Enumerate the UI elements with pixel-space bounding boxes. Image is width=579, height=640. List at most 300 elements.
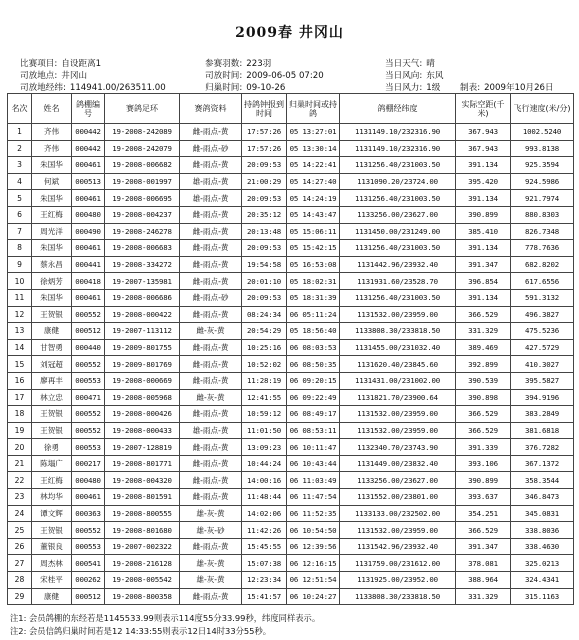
table-row: [8, 555, 574, 572]
clock-time-cell: 14:00:16: [242, 472, 287, 489]
arrival-time-cell: 05 14:27:40: [287, 173, 340, 190]
arrival-time-cell: 06 10:54:50: [287, 522, 340, 539]
column-header: 归巢时间或持鸽: [287, 94, 340, 124]
coords-cell: 1131256.40/231003.50: [340, 190, 456, 207]
name-cell: 林均华: [32, 489, 72, 506]
coords-cell: 1131455.00/231032.40: [340, 339, 456, 356]
bird-info-cell: 雌-雨点-黄: [180, 588, 242, 605]
rank-cell: 26: [8, 538, 32, 555]
loft-id-cell: 000442: [72, 140, 105, 157]
distance-cell: 390.898: [456, 389, 511, 406]
loft-id-cell: 000480: [72, 206, 105, 223]
rank-cell: 18: [8, 406, 32, 423]
distance-cell: 331.329: [456, 323, 511, 340]
rank-cell: 19: [8, 422, 32, 439]
loft-id-cell: 000512: [72, 588, 105, 605]
bird-info-cell: 雌-雨点-黄: [180, 372, 242, 389]
results-table: [7, 93, 574, 605]
bird-info-cell: 雄-灰-黄: [180, 572, 242, 589]
speed-cell: 346.8473: [511, 489, 574, 506]
arrival-time-cell: 05 18:31:39: [287, 289, 340, 306]
coords-cell: 1133256.00/23627.00: [340, 206, 456, 223]
ring-cell: 19-2007-113112: [105, 323, 180, 340]
meta-label: 司放时间:: [205, 71, 243, 81]
speed-cell: 496.3827: [511, 306, 574, 323]
ring-cell: 19-2008-004320: [105, 472, 180, 489]
ring-cell: 19-2008-006686: [105, 289, 180, 306]
table-row: [8, 323, 574, 340]
distance-cell: 391.339: [456, 439, 511, 456]
name-cell: 朱国华: [32, 240, 72, 257]
loft-id-cell: 000552: [72, 356, 105, 373]
table-row: [8, 223, 574, 240]
speed-cell: 324.4341: [511, 572, 574, 589]
table-row: [8, 472, 574, 489]
arrival-time-cell: 06 05:11:24: [287, 306, 340, 323]
loft-id-cell: 000541: [72, 555, 105, 572]
coords-cell: 1131532.00/23959.00: [340, 406, 456, 423]
speed-cell: 993.8138: [511, 140, 574, 157]
ring-cell: 19-2008-006682: [105, 157, 180, 174]
distance-cell: 393.106: [456, 455, 511, 472]
distance-cell: 390.539: [456, 372, 511, 389]
meta-label: 制表:: [460, 83, 481, 93]
arrival-time-cell: 05 14:43:47: [287, 206, 340, 223]
table-row: [8, 389, 574, 406]
column-header: 赛鸽资料: [180, 94, 242, 124]
loft-id-cell: 000217: [72, 455, 105, 472]
ring-cell: 19-2008-000422: [105, 306, 180, 323]
speed-cell: 826.7348: [511, 223, 574, 240]
clock-time-cell: 19:54:58: [242, 256, 287, 273]
coords-cell: 1131256.40/231003.50: [340, 240, 456, 257]
arrival-time-cell: 06 11:47:54: [287, 489, 340, 506]
distance-cell: 366.529: [456, 522, 511, 539]
arrival-time-cell: 05 13:30:14: [287, 140, 340, 157]
table-header-row: [8, 94, 574, 124]
meta-value: 114941.00/263511.00: [69, 83, 166, 93]
arrival-time-cell: 06 09:22:49: [287, 389, 340, 406]
loft-id-cell: 000552: [72, 306, 105, 323]
column-header: 鸽棚编号: [72, 94, 105, 124]
bird-info-cell: 雌-雨点-黄: [180, 223, 242, 240]
speed-cell: 1002.5240: [511, 124, 574, 141]
meta-release: [205, 70, 324, 82]
distance-cell: 366.529: [456, 406, 511, 423]
clock-time-cell: 20:09:53: [242, 190, 287, 207]
arrival-time-cell: 06 11:03:49: [287, 472, 340, 489]
page-title: 2009春 井冈山: [235, 25, 344, 41]
table-row: [8, 157, 574, 174]
table-row: [8, 455, 574, 472]
table-row: [8, 140, 574, 157]
name-cell: 王贺银: [32, 306, 72, 323]
coords-cell: 1132340.70/23743.90: [340, 439, 456, 456]
clock-time-cell: 11:42:26: [242, 522, 287, 539]
table-row: [8, 273, 574, 290]
clock-time-cell: 12:41:55: [242, 389, 287, 406]
distance-cell: 391.134: [456, 190, 511, 207]
distance-cell: 354.251: [456, 505, 511, 522]
loft-id-cell: 000461: [72, 157, 105, 174]
meta-value: 09-10-26: [246, 83, 286, 93]
speed-cell: 358.3544: [511, 472, 574, 489]
arrival-time-cell: 06 12:51:54: [287, 572, 340, 589]
ring-cell: 19-2008-001997: [105, 173, 180, 190]
meta-label: 参赛羽数:: [205, 59, 243, 69]
coords-cell: 1131620.40/23845.60: [340, 356, 456, 373]
name-cell: 宋桂平: [32, 572, 72, 589]
bird-info-cell: 雄-雨点-黄: [180, 190, 242, 207]
clock-time-cell: 17:57:26: [242, 140, 287, 157]
loft-id-cell: 000553: [72, 538, 105, 555]
name-cell: 林立忠: [32, 389, 72, 406]
name-cell: 朱国华: [32, 190, 72, 207]
speed-cell: 475.5236: [511, 323, 574, 340]
bird-info-cell: 雄-灰-黄: [180, 505, 242, 522]
bird-info-cell: 雌-雨点-黄: [180, 273, 242, 290]
ring-cell: 19-2008-801591: [105, 489, 180, 506]
coords-cell: 1131532.00/23959.00: [340, 422, 456, 439]
loft-id-cell: 000418: [72, 273, 105, 290]
speed-cell: 778.7636: [511, 240, 574, 257]
loft-id-cell: 000513: [72, 173, 105, 190]
meta-label: 司放地经纬:: [20, 83, 66, 93]
bird-info-cell: 雌-雨点-黄: [180, 406, 242, 423]
bird-info-cell: 雌-雨点-黄: [180, 538, 242, 555]
speed-cell: 394.9196: [511, 389, 574, 406]
table-body: [8, 124, 574, 605]
rank-cell: 28: [8, 572, 32, 589]
ring-cell: 19-2008-246278: [105, 223, 180, 240]
table-row: [8, 538, 574, 555]
name-cell: 谭文辉: [32, 505, 72, 522]
clock-time-cell: 13:09:23: [242, 439, 287, 456]
table-row: [8, 124, 574, 141]
meta-value: 自设距离1: [61, 59, 102, 69]
coords-cell: 1131542.96/23932.40: [340, 538, 456, 555]
rank-cell: 14: [8, 339, 32, 356]
coords-cell: 1131449.00/23832.40: [340, 455, 456, 472]
rank-cell: 1: [8, 124, 32, 141]
loft-id-cell: 000363: [72, 505, 105, 522]
coords-cell: 1131532.00/23959.00: [340, 306, 456, 323]
ring-cell: 19-2009-801755: [105, 339, 180, 356]
coords-cell: 1131149.10/232316.90: [340, 140, 456, 157]
rank-cell: 23: [8, 489, 32, 506]
distance-cell: 390.899: [456, 472, 511, 489]
coords-cell: 1133808.30/233818.50: [340, 323, 456, 340]
bird-info-cell: 雌-雨点-黄: [180, 472, 242, 489]
table-row: [8, 356, 574, 373]
arrival-time-cell: 05 18:02:31: [287, 273, 340, 290]
rank-cell: 24: [8, 505, 32, 522]
clock-time-cell: 11:48:44: [242, 489, 287, 506]
arrival-time-cell: 05 15:06:11: [287, 223, 340, 240]
coords-cell: 1131442.96/23932.40: [340, 256, 456, 273]
bird-info-cell: 雄-雨点-黄: [180, 173, 242, 190]
speed-cell: 410.3027: [511, 356, 574, 373]
loft-id-cell: 000553: [72, 439, 105, 456]
coords-cell: 1131552.00/23801.00: [340, 489, 456, 506]
clock-time-cell: 20:09:53: [242, 157, 287, 174]
table-row: [8, 522, 574, 539]
clock-time-cell: 08:24:34: [242, 306, 287, 323]
bird-info-cell: 雄-灰-砂: [180, 522, 242, 539]
distance-cell: 331.329: [456, 588, 511, 605]
meta-loft: [20, 70, 87, 82]
bird-info-cell: 雄-雨点-黄: [180, 422, 242, 439]
column-header: 赛鸽足环: [105, 94, 180, 124]
table-row: [8, 190, 574, 207]
clock-time-cell: 20:09:53: [242, 289, 287, 306]
meta-label: 归巢时间:: [205, 83, 243, 93]
name-cell: 王红梅: [32, 472, 72, 489]
distance-cell: 396.854: [456, 273, 511, 290]
column-header: 姓名: [32, 94, 72, 124]
coords-cell: 1133808.30/233818.50: [340, 588, 456, 605]
note-1: 注1: 会员鸽棚的东经若是1145533.99则表示114度55分33.99秒，纬度同样表示。: [10, 613, 321, 623]
distance-cell: 367.943: [456, 140, 511, 157]
speed-cell: 376.7282: [511, 439, 574, 456]
rank-cell: 11: [8, 289, 32, 306]
arrival-time-cell: 06 10:43:44: [287, 455, 340, 472]
clock-time-cell: 20:13:48: [242, 223, 287, 240]
speed-cell: 921.7974: [511, 190, 574, 207]
arrival-time-cell: 05 15:42:15: [287, 240, 340, 257]
clock-time-cell: 20:01:10: [242, 273, 287, 290]
loft-id-cell: 000490: [72, 223, 105, 240]
name-cell: 齐伟: [32, 124, 72, 141]
coords-cell: 1131450.00/231249.00: [340, 223, 456, 240]
coords-cell: 1131759.00/231612.00: [340, 555, 456, 572]
clock-time-cell: 20:54:29: [242, 323, 287, 340]
table-row: [8, 372, 574, 389]
distance-cell: 391.134: [456, 289, 511, 306]
clock-time-cell: 15:45:55: [242, 538, 287, 555]
meta-birds: [205, 58, 271, 70]
arrival-time-cell: 06 11:52:35: [287, 505, 340, 522]
loft-id-cell: 000441: [72, 256, 105, 273]
loft-id-cell: 000552: [72, 522, 105, 539]
bird-info-cell: 雌-雨点-黄: [180, 489, 242, 506]
coords-cell: 1131821.70/23900.64: [340, 389, 456, 406]
ring-cell: 19-2008-801680: [105, 522, 180, 539]
clock-time-cell: 10:25:16: [242, 339, 287, 356]
loft-id-cell: 000552: [72, 406, 105, 423]
meta-value: 井冈山: [61, 71, 88, 81]
column-header: 鸽棚经纬度: [340, 94, 456, 124]
ring-cell: 19-2008-000426: [105, 406, 180, 423]
arrival-time-cell: 05 13:27:01: [287, 124, 340, 141]
distance-cell: 390.899: [456, 206, 511, 223]
name-cell: 王红梅: [32, 206, 72, 223]
distance-cell: 385.410: [456, 223, 511, 240]
ring-cell: 19-2007-128819: [105, 439, 180, 456]
rank-cell: 9: [8, 256, 32, 273]
bird-info-cell: 雌-雨点-黄: [180, 455, 242, 472]
name-cell: 周杰林: [32, 555, 72, 572]
name-cell: 康健: [32, 323, 72, 340]
name-cell: 朱国华: [32, 289, 72, 306]
loft-id-cell: 000553: [72, 372, 105, 389]
clock-time-cell: 21:00:29: [242, 173, 287, 190]
table-row: [8, 489, 574, 506]
speed-cell: 367.1372: [511, 455, 574, 472]
clock-time-cell: 11:28:19: [242, 372, 287, 389]
name-cell: 何斌: [32, 173, 72, 190]
arrival-time-cell: 05 18:56:40: [287, 323, 340, 340]
loft-id-cell: 000471: [72, 389, 105, 406]
clock-time-cell: 17:57:26: [242, 124, 287, 141]
ring-cell: 19-2008-005542: [105, 572, 180, 589]
name-cell: 甘智勇: [32, 339, 72, 356]
bird-info-cell: 雌-雨点-黄: [180, 157, 242, 174]
clock-time-cell: 10:52:02: [242, 356, 287, 373]
ring-cell: 19-2008-000669: [105, 372, 180, 389]
speed-cell: 427.5729: [511, 339, 574, 356]
speed-cell: 925.3594: [511, 157, 574, 174]
bird-info-cell: 雌-雨点-黄: [180, 240, 242, 257]
rank-cell: 21: [8, 455, 32, 472]
bird-info-cell: 雌-灰-黄: [180, 389, 242, 406]
meta-value: 223羽: [246, 59, 272, 69]
clock-time-cell: 12:23:34: [242, 572, 287, 589]
speed-cell: 682.8202: [511, 256, 574, 273]
arrival-time-cell: 06 10:24:27: [287, 588, 340, 605]
meta-label: 当日风向:: [385, 71, 423, 81]
arrival-time-cell: 06 10:11:47: [287, 439, 340, 456]
speed-cell: 345.0831: [511, 505, 574, 522]
meta-label: 当日风力:: [385, 83, 423, 93]
table-row: [8, 256, 574, 273]
distance-cell: 389.469: [456, 339, 511, 356]
table-row: [8, 306, 574, 323]
coords-cell: 1131090.20/23724.00: [340, 173, 456, 190]
bird-info-cell: 雌-雨点-黄: [180, 356, 242, 373]
speed-cell: 338.4630: [511, 538, 574, 555]
column-header: 飞行速度(米/分): [511, 94, 574, 124]
distance-cell: 391.347: [456, 256, 511, 273]
arrival-time-cell: 06 08:03:53: [287, 339, 340, 356]
name-cell: 王贺银: [32, 406, 72, 423]
loft-id-cell: 000461: [72, 240, 105, 257]
loft-id-cell: 000461: [72, 489, 105, 506]
table-row: [8, 406, 574, 423]
clock-time-cell: 20:09:53: [242, 240, 287, 257]
loft-id-cell: 000552: [72, 422, 105, 439]
speed-cell: 325.0213: [511, 555, 574, 572]
distance-cell: 388.964: [456, 572, 511, 589]
speed-cell: 381.6818: [511, 422, 574, 439]
table-row: [8, 439, 574, 456]
speed-cell: 338.8036: [511, 522, 574, 539]
meta-value: 1级: [426, 83, 441, 93]
distance-cell: 366.529: [456, 306, 511, 323]
name-cell: 蔡永昌: [32, 256, 72, 273]
meta-value: 晴: [426, 59, 435, 69]
name-cell: 徐炳芳: [32, 273, 72, 290]
column-header: 持鸽钟报到时间: [242, 94, 287, 124]
clock-time-cell: 14:02:06: [242, 505, 287, 522]
rank-cell: 5: [8, 190, 32, 207]
rank-cell: 4: [8, 173, 32, 190]
distance-cell: 392.899: [456, 356, 511, 373]
bird-info-cell: 雌-雨点-黄: [180, 256, 242, 273]
rank-cell: 10: [8, 273, 32, 290]
ring-cell: 19-2008-006695: [105, 190, 180, 207]
coords-cell: 1131931.60/23528.70: [340, 273, 456, 290]
rank-cell: 12: [8, 306, 32, 323]
arrival-time-cell: 06 12:39:56: [287, 538, 340, 555]
loft-id-cell: 000512: [72, 323, 105, 340]
speed-cell: 617.6556: [511, 273, 574, 290]
clock-time-cell: 15:07:38: [242, 555, 287, 572]
ring-cell: 19-2008-800358: [105, 588, 180, 605]
ring-cell: 19-2008-004237: [105, 206, 180, 223]
rank-cell: 27: [8, 555, 32, 572]
clock-time-cell: 20:35:12: [242, 206, 287, 223]
ring-cell: 19-2008-000433: [105, 422, 180, 439]
table-row: [8, 572, 574, 589]
rank-cell: 22: [8, 472, 32, 489]
meta-value: 东风: [426, 71, 444, 81]
meta-label: 司放地点:: [20, 71, 58, 81]
rank-cell: 8: [8, 240, 32, 257]
table-row: [8, 339, 574, 356]
name-cell: 齐伟: [32, 140, 72, 157]
distance-cell: 391.134: [456, 240, 511, 257]
clock-time-cell: 15:41:57: [242, 588, 287, 605]
ring-cell: 19-2008-334272: [105, 256, 180, 273]
speed-cell: 315.1163: [511, 588, 574, 605]
table-row: [8, 289, 574, 306]
meta-weather: [385, 58, 435, 70]
clock-time-cell: 10:44:24: [242, 455, 287, 472]
name-cell: 周光洋: [32, 223, 72, 240]
rank-cell: 7: [8, 223, 32, 240]
name-cell: 廖再丰: [32, 372, 72, 389]
speed-cell: 591.3132: [511, 289, 574, 306]
arrival-time-cell: 06 08:50:35: [287, 356, 340, 373]
speed-cell: 383.2849: [511, 406, 574, 423]
arrival-time-cell: 06 09:20:15: [287, 372, 340, 389]
meta-project: [20, 58, 101, 70]
coords-cell: 1131431.00/231002.00: [340, 372, 456, 389]
ring-cell: 19-2008-216128: [105, 555, 180, 572]
name-cell: 陈塌广: [32, 455, 72, 472]
distance-cell: 366.529: [456, 422, 511, 439]
bird-info-cell: 雄-灰-黄: [180, 555, 242, 572]
coords-cell: 1131925.00/23952.00: [340, 572, 456, 589]
ring-cell: 19-2008-800555: [105, 505, 180, 522]
meta-label: 比赛项目:: [20, 59, 58, 69]
ring-cell: 19-2008-242079: [105, 140, 180, 157]
arrival-time-cell: 05 14:22:41: [287, 157, 340, 174]
distance-cell: 391.134: [456, 157, 511, 174]
meta-value: 2009-06-05 07:20: [246, 71, 324, 81]
name-cell: 董银良: [32, 538, 72, 555]
arrival-time-cell: 06 08:53:11: [287, 422, 340, 439]
bird-info-cell: 雌-雨点-黄: [180, 206, 242, 223]
loft-id-cell: 000262: [72, 572, 105, 589]
speed-cell: 880.8303: [511, 206, 574, 223]
bird-info-cell: 雌-灰-黄: [180, 323, 242, 340]
rank-cell: 17: [8, 389, 32, 406]
meta-value: 2009年10月26日: [484, 83, 554, 93]
distance-cell: 378.081: [456, 555, 511, 572]
arrival-time-cell: 06 08:49:17: [287, 406, 340, 423]
